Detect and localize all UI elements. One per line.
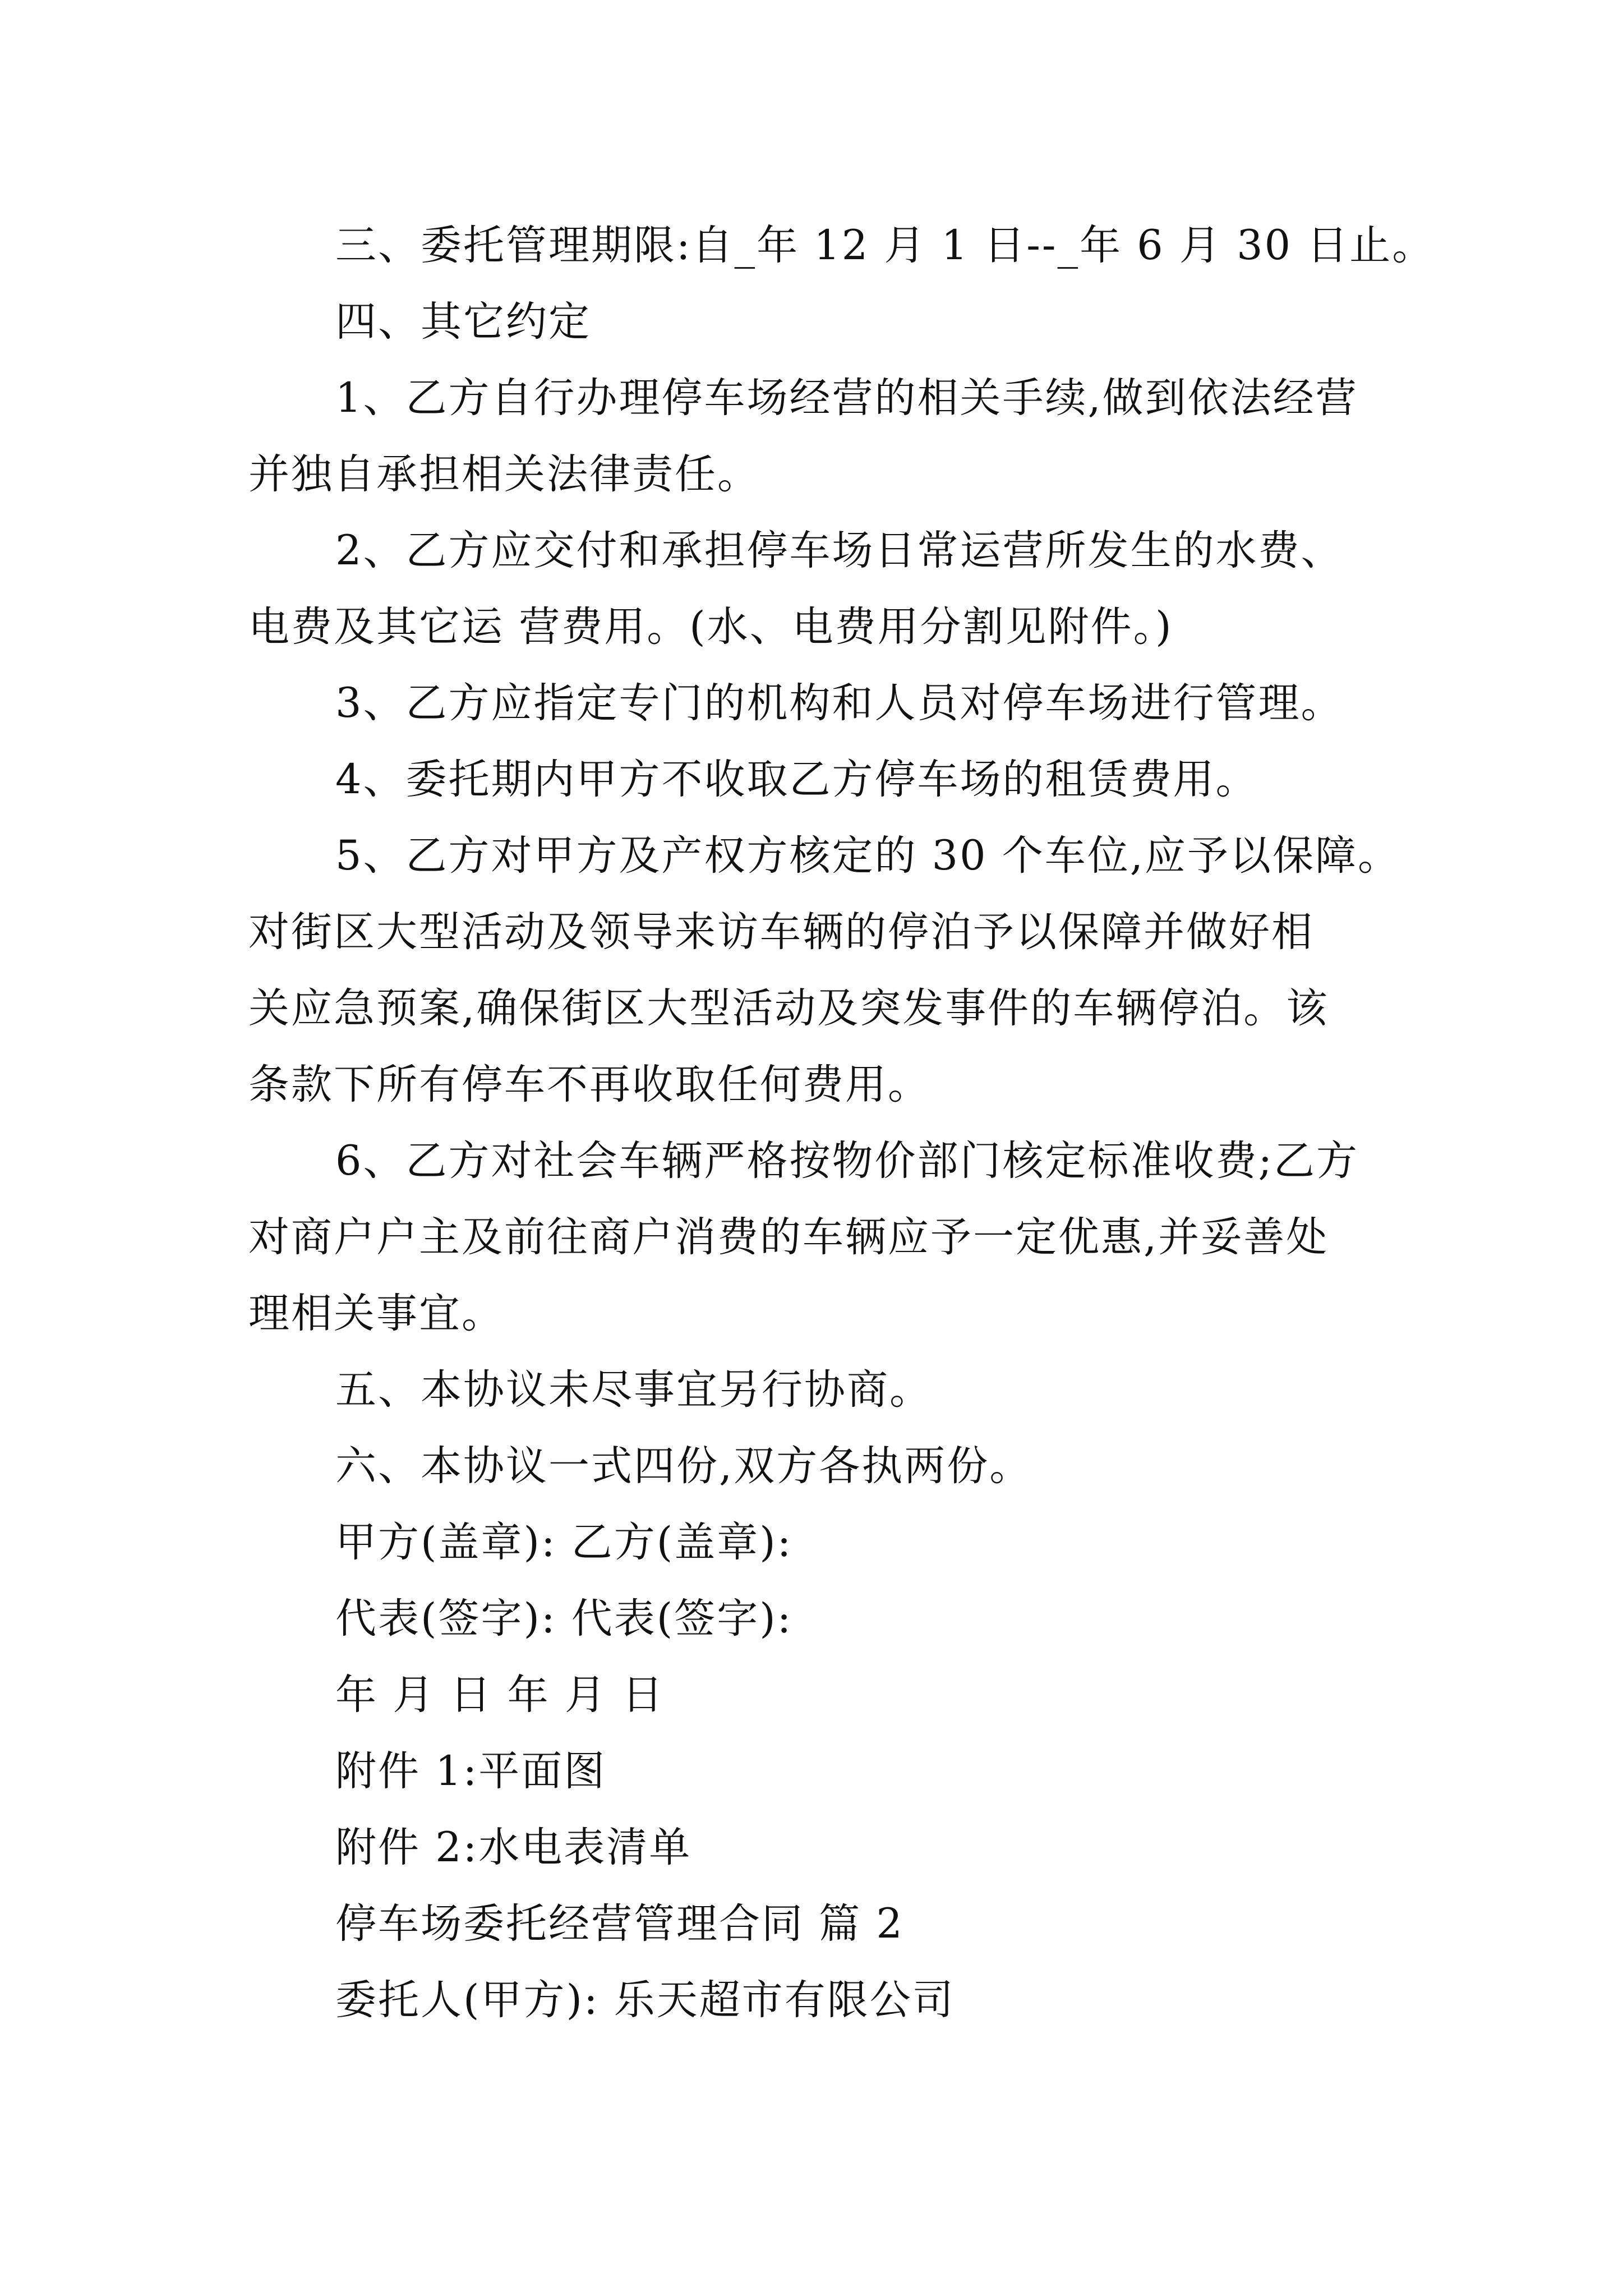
- attachment-2: 附件 2:水电表清单: [335, 1824, 692, 1871]
- item-4: 4、委托期内甲方不收取乙方停车场的租赁费用。: [335, 756, 1258, 803]
- item-6-line-1: 6、乙方对社会车辆严格按物价部门核定标准收费;乙方: [335, 1137, 1359, 1185]
- document-body: [248, 208, 1435, 2039]
- item-6-line-3: 理相关事宜。: [248, 1290, 504, 1337]
- clause-4-heading: 四、其它约定: [335, 298, 591, 346]
- item-5-line-3: 关应急预案,确保街区大型活动及突发事件的车辆停泊。该: [248, 984, 1329, 1032]
- item-5-line-1: 5、乙方对甲方及产权方核定的 30 个车位,应予以保障。: [335, 832, 1400, 880]
- item-2-line-1: 2、乙方应交付和承担停车场日常运营所发生的水费、: [335, 527, 1344, 574]
- principal-party-a: 委托人(甲方): 乐天超市有限公司: [335, 1976, 955, 2024]
- clause-6: 六、本协议一式四份,双方各执两份。: [335, 1442, 1032, 1490]
- item-2-line-2: 电费及其它运 营费用。(水、电费用分割见附件。): [248, 603, 1173, 651]
- attachment-1: 附件 1:平面图: [335, 1747, 607, 1795]
- item-5-line-4: 条款下所有停车不再收取任何费用。: [248, 1061, 930, 1108]
- item-1-line-1: 1、乙方自行办理停车场经营的相关手续,做到依法经营: [335, 374, 1358, 422]
- item-5-line-2: 对街区大型活动及领导来访车辆的停泊予以保障并做好相: [248, 908, 1314, 956]
- item-3: 3、乙方应指定专门的机构和人员对停车场进行管理。: [335, 679, 1344, 727]
- clause-5: 五、本协议未尽事宜另行协商。: [335, 1366, 932, 1414]
- date-line: 年 月 日 年 月 日: [335, 1671, 665, 1719]
- item-1-line-2: 并独自承担相关法律责任。: [248, 450, 760, 498]
- item-6-line-2: 对商户户主及前往商户消费的车辆应予一定优惠,并妥善处: [248, 1213, 1329, 1261]
- seal-line: 甲方(盖章): 乙方(盖章):: [335, 1519, 793, 1566]
- clause-3-term: 三、委托管理期限:自_年 12 月 1 日--_年 6 月 30 日止。: [335, 222, 1435, 269]
- contract-2-title: 停车场委托经营管理合同 篇 2: [335, 1900, 904, 1948]
- signature-line: 代表(签字): 代表(签字):: [335, 1595, 793, 1642]
